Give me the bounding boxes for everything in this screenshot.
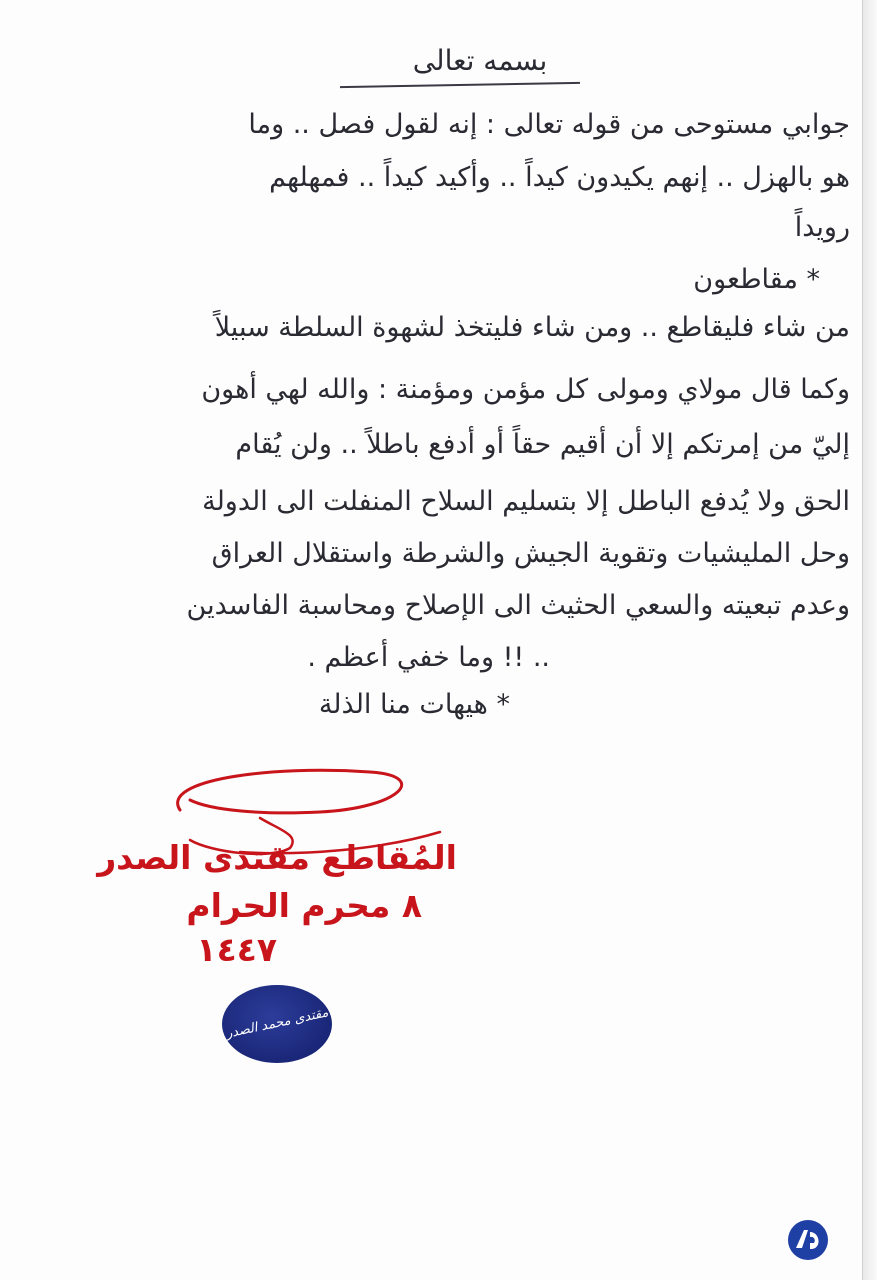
letter-line: وعدم تبعيته والسعي الحثيث الى الإصلاح ومحاسبة الفاسدين: [186, 590, 850, 621]
letter-line: * مقاطعون: [693, 264, 820, 295]
letter-line: إليّ من إمرتكم إلا أن أقيم حقاً أو أدفع باطلاً .. ولن يُقام: [235, 429, 850, 460]
letter-line: جوابي مستوحى من قوله تعالى : إنه لقول فصل .. وما: [248, 109, 850, 140]
signature-date-line-2: ١٤٤٧: [196, 930, 277, 969]
news-agency-logo-icon: [786, 1218, 830, 1262]
letter-line: وحل المليشيات وتقوية الجيش والشرطة واستقلال العراق: [211, 538, 850, 569]
letter-line: .. !! وما خفي أعظم .: [307, 642, 550, 673]
letter-line: وكما قال مولاي ومولى كل مؤمن ومؤمنة : والله لهي أهون: [201, 374, 850, 405]
basmala-heading: بسمه تعالى: [412, 44, 548, 77]
page-edge: [862, 0, 877, 1280]
letter-line: رويداً: [794, 212, 850, 243]
official-seal: [222, 985, 332, 1063]
signature-title: المُقاطع مقتدى الصدر: [97, 838, 457, 877]
letter-line: من شاء فليقاطع .. ومن شاء فليتخذ لشهوة السلطة سبيلاً: [214, 312, 850, 343]
letter-line: الحق ولا يُدفع الباطل إلا بتسليم السلاح المنفلت الى الدولة: [202, 486, 850, 517]
letter-line: هو بالهزل .. إنهم يكيدون كيداً .. وأكيد كيداً .. فمهلهم: [269, 162, 850, 193]
seal-text: مقتدى محمد الصدر: [224, 1005, 330, 1042]
signature-date-line-1: ٨ محرم الحرام: [186, 886, 422, 925]
letter-line: * هيهات منا الذلة: [318, 689, 510, 720]
basmala-underline: [340, 82, 580, 88]
